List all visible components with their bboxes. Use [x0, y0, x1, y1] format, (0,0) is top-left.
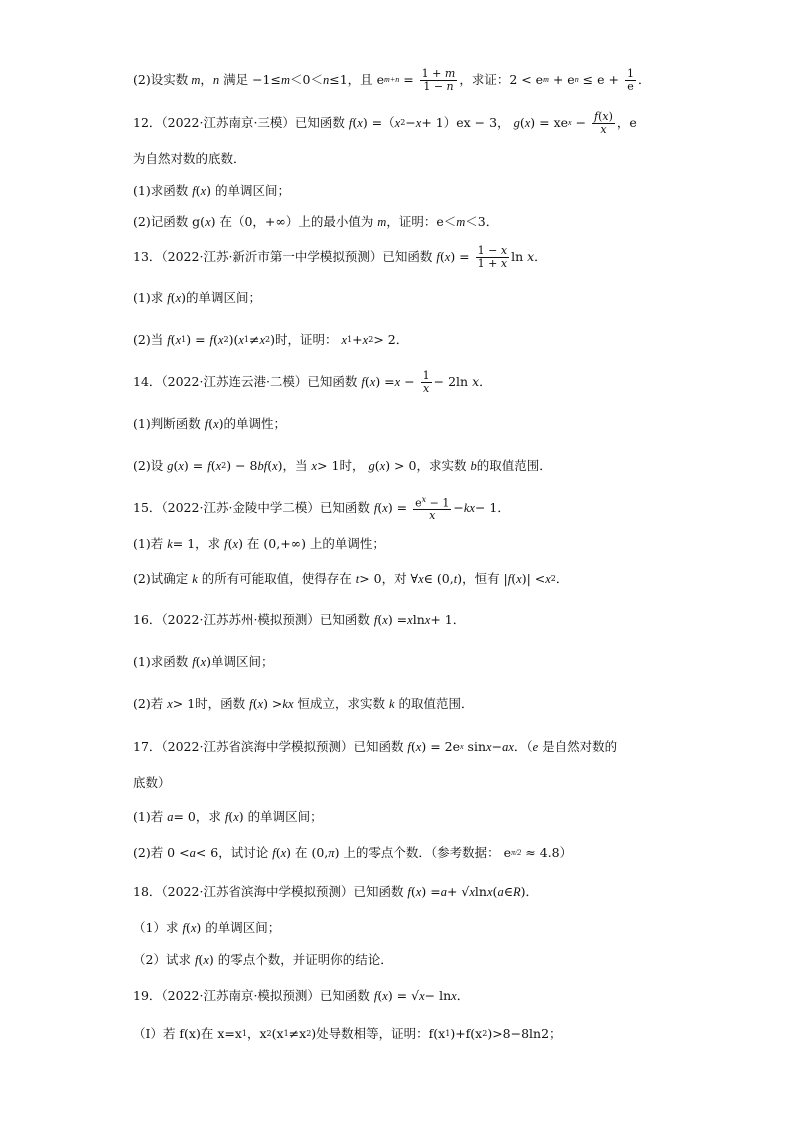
problem-13-part-2: (2)当 f ( x 1 ) = f ( x 2 )( x 1 ≠ x 2 )时，证明： x 1 + x 2 > 2．: [133, 332, 409, 347]
problem-19-part-1: （Ⅰ）若 f(x)在 x=x 1 ，x 2 (x 1 ≠x 2 )处导数相等，证明：f(x 1 )+f(x 2 )>8−8ln2；: [133, 1026, 562, 1041]
problem-16-part-1: (1)求函数 f ( x )单调区间；: [133, 654, 274, 669]
problem-17-stem: 17．（2022·江苏省滨海中学模拟预测）已知函数 f ( x ) = 2e x sin x − ax ．（ e 是自然对数的: [133, 739, 618, 754]
problem-18-stem: 18．（2022·江苏省滨海中学模拟预测）已知函数 f ( x ) = a + √ x ln x ( a ∈ R )．: [133, 884, 538, 899]
problem-18-part-2: （2）试求 f ( x ) 的零点个数，并证明你的结论．: [133, 952, 393, 967]
problem-16-stem: 16．（2022·江苏苏州·模拟预测）已知函数 f ( x ) = x ln x + 1．: [133, 612, 466, 627]
problem-13-stem: 13．（2022·江苏·新沂市第一中学模拟预测）已知函数 f ( x ) = $\frac{1 - x}{1 + x}$ ln x．: [133, 243, 547, 270]
problem-15-part-2: (2)试确定 k 的所有可能取值，使得存在 t > 0，对 ∀ x ∈ (0, t )，恒有 | f ( x )| < x 2 ．: [133, 571, 569, 586]
problem-12-stem-cont: 为自然对数的底数．: [133, 151, 246, 166]
problem-17-part-1: (1)若 a = 0，求 f ( x ) 的单调区间；: [133, 809, 323, 824]
problem-12-part-1: (1)求函数 f ( x ) 的单调区间；: [133, 183, 290, 198]
problem-12-stem: 12．（2022·江苏南京·三模）已知函数 f ( x ) =（ x 2 − x + 1）ex − 3， g ( x ) = xe x − $\frac{f(x)}{x}$ ，e: [133, 109, 637, 136]
problem-13-part-1: (1)求 f ( x )的单调区间；: [133, 290, 262, 305]
problem-12-part-2: (2)记函数 g( x ) 在（0，+∞）上的最小值为 m ，证明：e＜ m ＜3．: [133, 214, 499, 229]
problem-15-stem: 15．（2022·江苏·金陵中学二模）已知函数 f ( x ) = $\frac{e^x - 1}{x}$ − kx − 1．: [133, 494, 510, 523]
problem-11-part-2: (2)设实数 m ， n 满足 −1≤ m ＜0＜ n ≤1，且 e m+n = $\frac{1 + m}{1 - n}$ ，求证：2 < e m + e n ≤ e + $\frac{1}{e}$ ．: [133, 66, 651, 93]
problem-19-stem: 19．（2022·江苏南京·模拟预测）已知函数 f ( x ) = √ x − ln x ．: [133, 988, 470, 1003]
problem-14-part-2: (2)设 g ( x ) = f ( x 2 ) − 8 bf ( x )，当 x > 1时， g ( x ) > 0，求实数 b 的取值范围．: [133, 458, 552, 473]
problem-17-stem-cont: 底数）: [133, 775, 171, 790]
problem-14-stem: 14．（2022·江苏连云港·二模）已知函数 f ( x ) = x − $\frac{1}{x}$ − 2ln x．: [133, 368, 492, 395]
problem-18-part-1: （1）求 f ( x ) 的单调区间；: [133, 920, 281, 935]
problem-16-part-2: (2)若 x > 1时，函数 f ( x ) > kx 恒成立，求实数 k 的取值范围．: [133, 696, 474, 711]
problem-15-part-1: (1)若 k = 1，求 f ( x ) 在 (0,+∞) 上的单调性；: [133, 536, 385, 551]
problem-14-part-1: (1)判断函数 f ( x )的单调性；: [133, 416, 287, 431]
problem-17-part-2: (2)若 0 < a < 6，试讨论 f ( x ) 在 (0, π ) 上的零点个数．（参考数据： e π/2 ≈ 4.8）: [133, 845, 573, 860]
